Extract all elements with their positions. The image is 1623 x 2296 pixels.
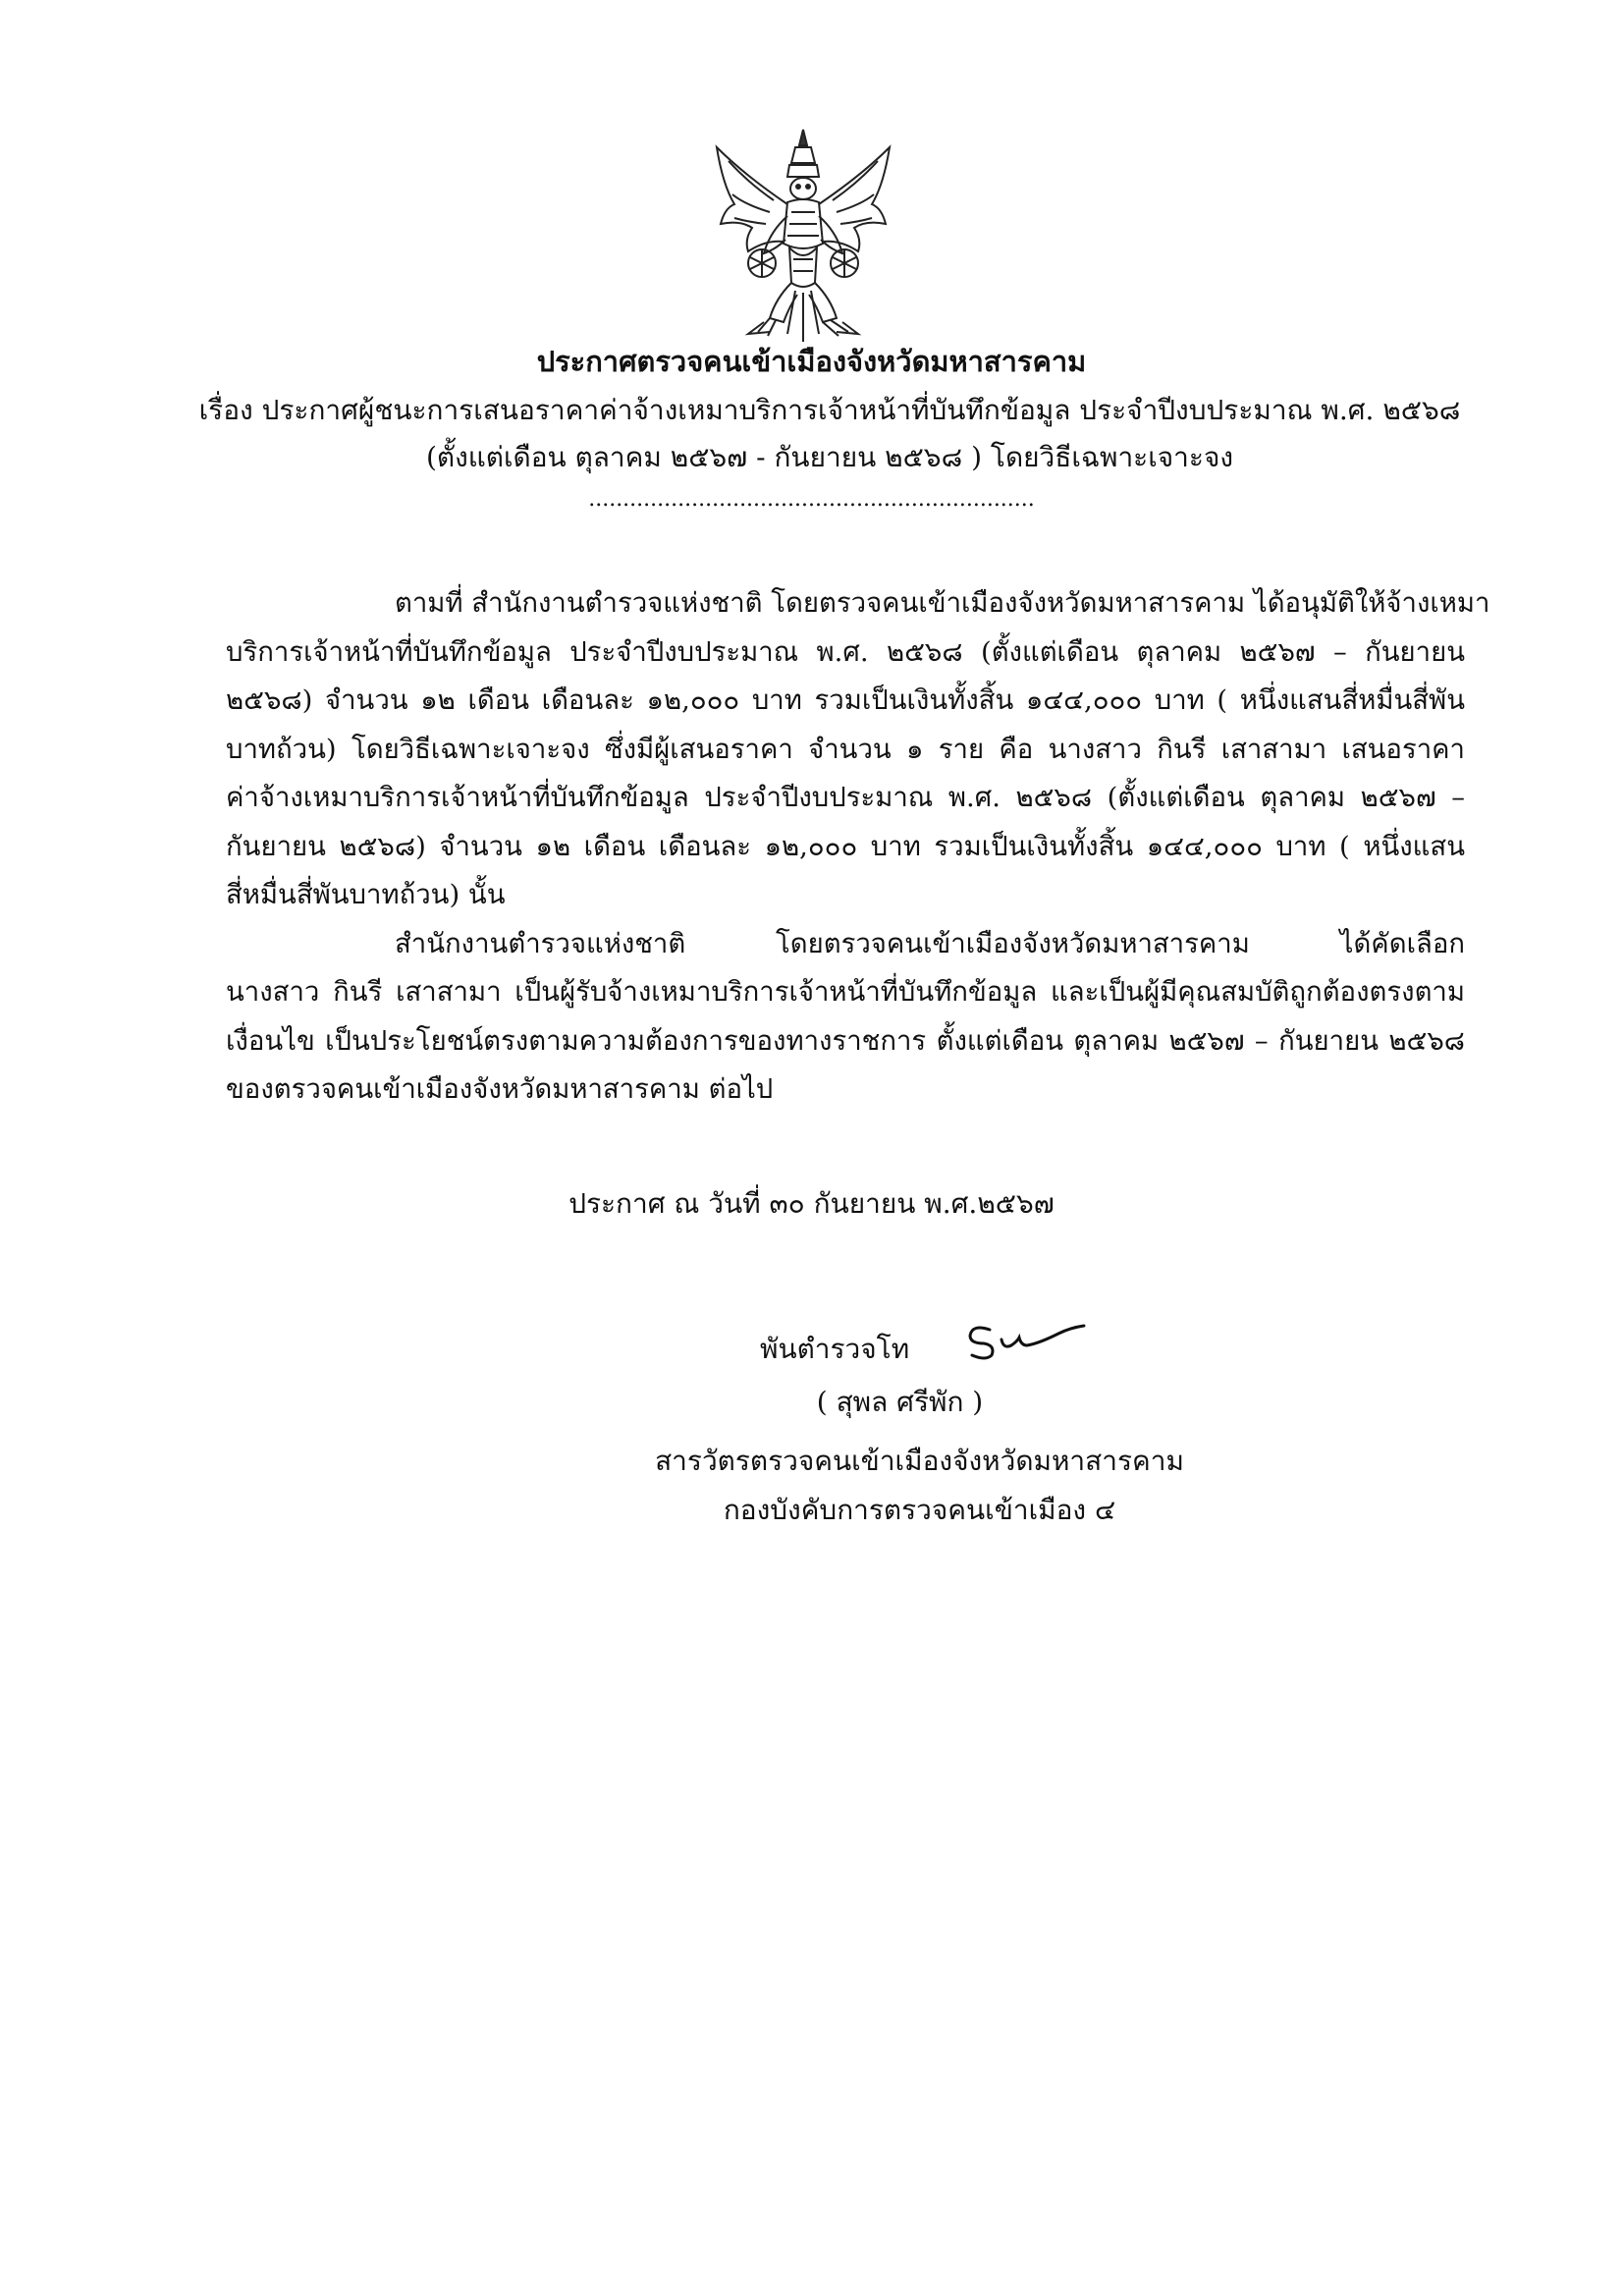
separator-dots: ................................................................. [588,487,1035,512]
signatory-rank: พันตำรวจโท [760,1333,910,1365]
announcement-date: ประกาศ ณ วันที่ ๓๐ กันยายน พ.ศ.๒๕๖๗ [568,1187,1055,1220]
body-line: เงื่อนไข เป็นประโยชน์ตรงตามความต้องการของทางราชการ ตั้งแต่เดือน ตุลาคม ๒๕๖๗ – กันยายน ๒๕๖๘ [226,1024,1465,1057]
body-line: นางสาว กินรี เสาสามา เป็นผู้รับจ้างเหมาบริการเจ้าหน้าที่บันทึกข้อมูล และเป็นผู้มีคุณสมบัติถูกต้องตรงตาม [226,976,1465,1008]
body-line: ของตรวจคนเข้าเมืองจังหวัดมหาสารคาม ต่อไป [226,1073,774,1105]
subject-line-1: เรื่อง ประกาศผู้ชนะการเสนอราคาค่าจ้างเหมาบริการเจ้าหน้าที่บันทึกข้อมูล ประจำปีงบประมาณ พ.ศ. ๒๕๖๘ [198,394,1461,426]
signatory-name: ( สุพล ศรีพัก ) [816,1386,984,1418]
body-line: ค่าจ้างเหมาบริการเจ้าหน้าที่บันทึกข้อมูล ประจำปีงบประมาณ พ.ศ. ๒๕๖๘ (ตั้งแต่เดือน ตุลาคม ๒๕๖๗ – [226,782,1465,813]
body-line: บาทถ้วน) โดยวิธีเฉพาะเจาะจง ซึ่งมีผู้เสนอราคา จำนวน ๑ ราย คือ นางสาว กินรี เสาสามา เสนอราคา [226,733,1465,765]
body-line: ตามที่ สำนักงานตำรวจแห่งชาติ โดยตรวจคนเข้าเมืองจังหวัดมหาสารคาม ได้อนุมัติให้จ้างเหมา [395,587,1490,619]
subject-line-2: (ตั้งแต่เดือน ตุลาคม ๒๕๖๗ - กันยายน ๒๕๖๘ ) โดยวิธีเฉพาะเจาะจง [425,441,1234,473]
signatory-division: กองบังคับการตรวจคนเข้าเมือง ๔ [723,1494,1116,1526]
signatory-position: สารวัตรตรวจคนเข้าเมืองจังหวัดมหาสารคาม [655,1445,1184,1477]
body-line: สำนักงานตำรวจแห่งชาติ โดยตรวจคนเข้าเมืองจังหวัดมหาสารคาม ได้คัดเลือก [395,927,1465,959]
announcement-subject [196,387,1463,481]
body-line: สี่หมื่นสี่พันบาทถ้วน) นั้น [226,879,506,910]
garuda-emblem-icon [705,126,901,350]
body-line: บริการเจ้าหน้าที่บันทึกข้อมูล ประจำปีงบประมาณ พ.ศ. ๒๕๖๘ (ตั้งแต่เดือน ตุลาคม ๒๕๖๗ – กันยายน [226,635,1465,668]
announcement-title: ประกาศตรวจคนเข้าเมืองจังหวัดมหาสารคาม [536,345,1087,378]
announcement-body [226,579,1490,1115]
body-line: กันยายน ๒๕๖๘) จำนวน ๑๒ เดือน เดือนละ ๑๒,๐๐๐ บาท รวมเป็นเงินทั้งสิ้น ๑๔๔,๐๐๐ บาท ( หนึ่งแสน [226,830,1465,862]
handwritten-signature [962,1316,1090,1361]
body-line: ๒๕๖๘) จำนวน ๑๒ เดือน เดือนละ ๑๒,๐๐๐ บาท รวมเป็นเงินทั้งสิ้น ๑๔๔,๐๐๐ บาท ( หนึ่งแสนสี่หมื่นสี่พัน [226,684,1465,716]
